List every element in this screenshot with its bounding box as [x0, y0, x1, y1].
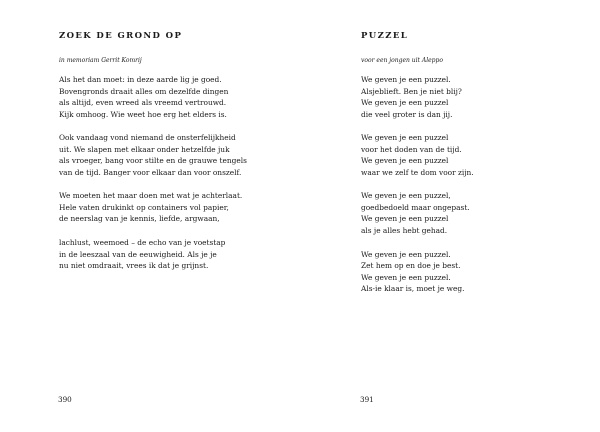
poem-line: Kijk omhoog. Wie weet hoe erg het elders is.	[59, 109, 227, 119]
poem-line: We geven je een puzzel.	[361, 249, 451, 259]
stanza	[361, 74, 474, 120]
poem-line: als altijd, even wreed als vreemd vertrouwd.	[59, 98, 227, 107]
poem-line: We geven je een puzzel.	[361, 272, 451, 282]
page-number: 391	[360, 395, 374, 404]
poem-line: Hele vaten drukinkt op containers vol papier,	[59, 202, 229, 212]
poem-line: We geven je een puzzel.	[361, 75, 451, 84]
poem-line: Bovengronds draait alles om dezelfde dingen	[59, 86, 229, 96]
poem-line: lachlust, weemoed – de echo van je voetstap	[59, 238, 226, 248]
poem-body	[361, 74, 474, 307]
poem-line: We geven je een puzzel,	[361, 191, 451, 201]
poem-line: goedbedoeld maar ongepast.	[361, 202, 470, 212]
poem-title: PUZZEL	[361, 31, 409, 41]
stanza	[59, 132, 247, 178]
poem-line: We geven je een puzzel	[361, 133, 449, 143]
poem-dedication: in memoriam Gerrit Komrij	[59, 57, 142, 64]
poem-line: nu niet omdraait, vrees ik dat je grijnst.	[59, 261, 209, 271]
poem-line: als je alles hebt gehad.	[361, 225, 448, 235]
stanza	[361, 249, 474, 295]
poem-line: uit. We slapen met elkaar onder hetzelfde juk	[59, 144, 230, 154]
poem-line: als vroeger, bang voor stilte en de grauwe tengels	[59, 156, 247, 166]
poem-line: voor het doden van de tijd.	[361, 144, 462, 154]
poem-line: die veel groter is dan jij.	[361, 109, 453, 119]
poem-line: We moeten het maar doen met wat je achterlaat.	[59, 191, 243, 201]
stanza	[59, 190, 247, 225]
poem-line: Als-ie klaar is, moet je weg.	[361, 284, 465, 294]
poem-line: Ook vandaag vond niemand de onsterfelijkheid	[59, 133, 236, 143]
stanza	[361, 132, 474, 178]
poem-line: We geven je een puzzel	[361, 98, 449, 107]
stanza	[59, 74, 247, 120]
poem-line: de neerslag van je kennis, liefde, argwaan,	[59, 214, 220, 224]
poem-body	[59, 74, 247, 284]
stanza	[59, 237, 247, 272]
poem-line: Zet hem op en doe je best.	[361, 261, 461, 271]
page-number: 390	[58, 395, 72, 404]
poem-line: We geven je een puzzel	[361, 214, 449, 224]
poem-line: We geven je een puzzel	[361, 156, 449, 166]
right-page	[300, 0, 600, 432]
poem-line: in de leeszaal van de eeuwigheid. Als je je	[59, 249, 217, 259]
stanza	[361, 190, 474, 236]
poem-dedication: voor een jongen uit Aleppo	[361, 57, 443, 64]
poem-title: ZOEK DE GROND OP	[59, 31, 183, 41]
poem-line: Alsjeblieft. Ben je niet blij?	[361, 86, 462, 96]
poem-line: van de tijd. Banger voor elkaar dan voor onszelf.	[59, 167, 242, 177]
poem-line: Als het dan moet: in deze aarde lig je goed.	[59, 75, 222, 84]
poem-line: waar we zelf te dom voor zijn.	[361, 167, 474, 177]
